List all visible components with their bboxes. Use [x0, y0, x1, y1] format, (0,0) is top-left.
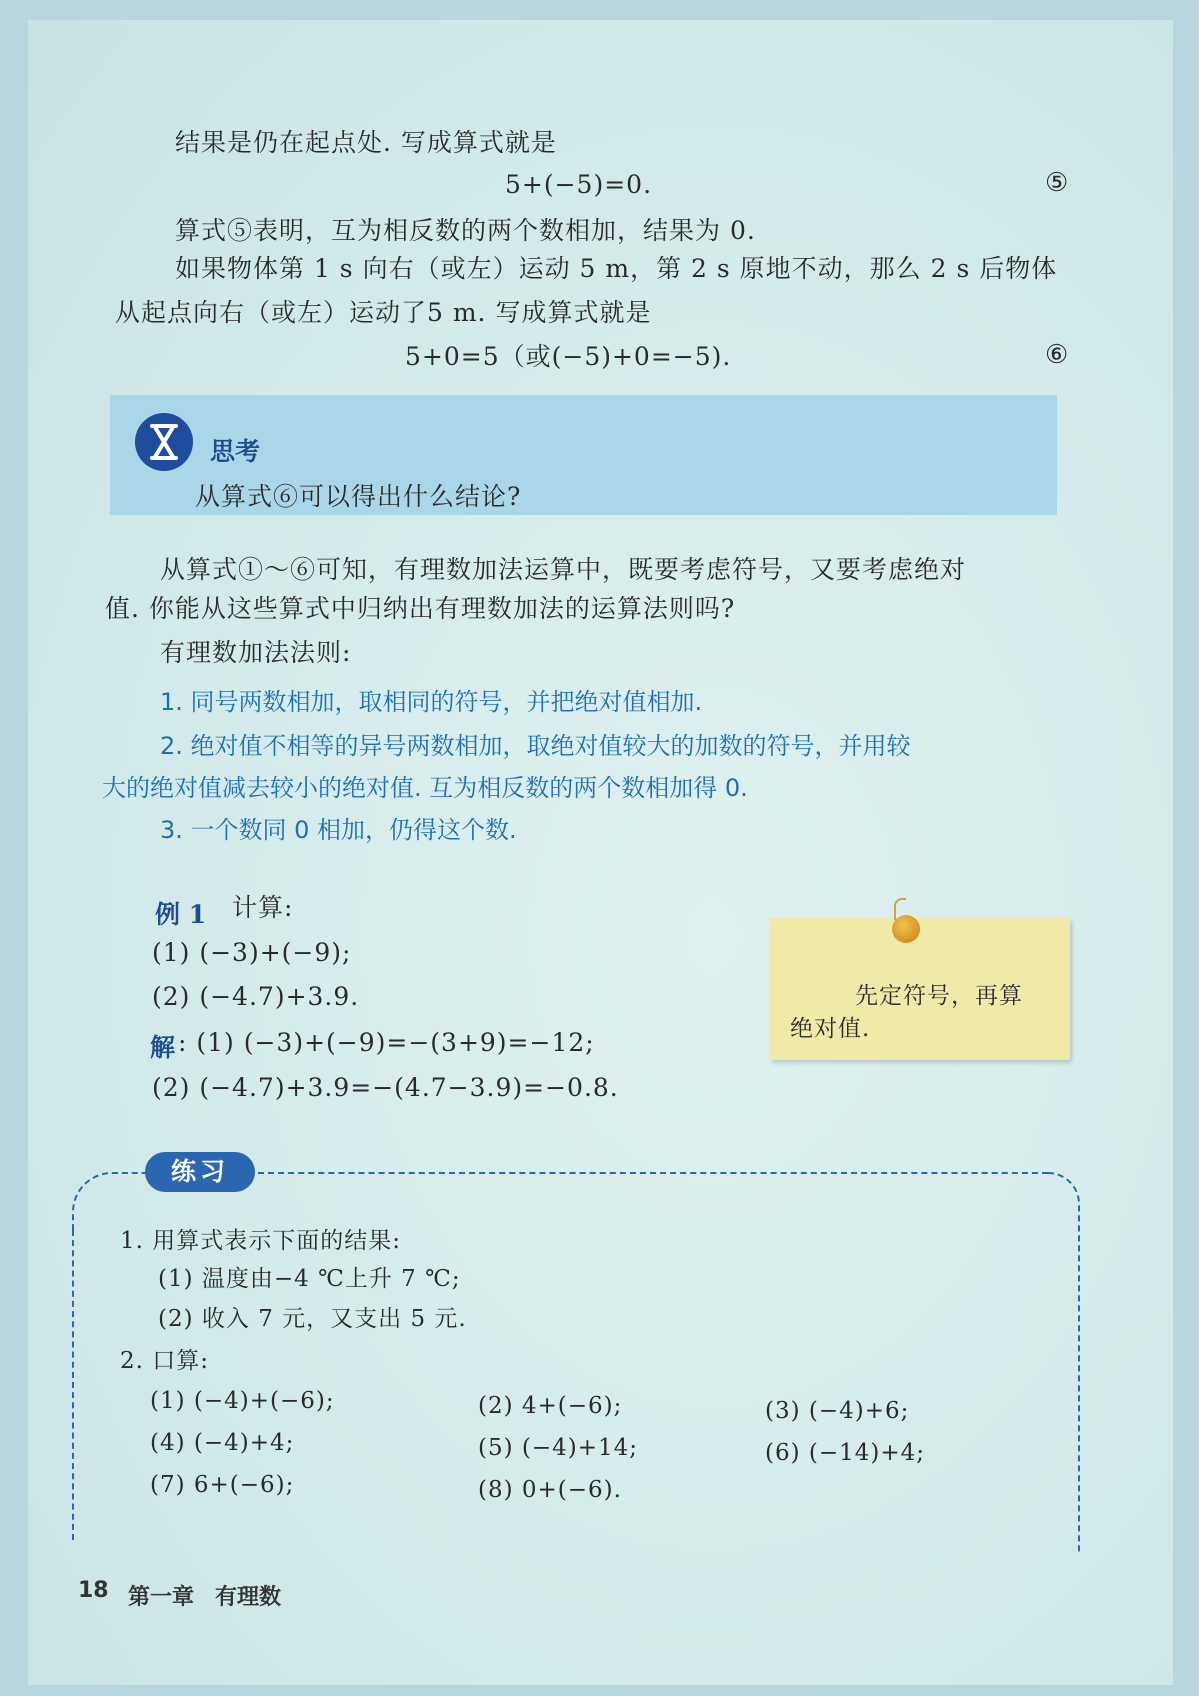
exercise-item: (5) (−4)+14;	[478, 1435, 639, 1461]
text-line: 值. 你能从这些算式中归纳出有理数加法的运算法则吗?	[105, 594, 736, 623]
note-text: 先定符号，再算	[855, 983, 1023, 1009]
pushpin-icon	[892, 915, 920, 943]
text-line: 结果是仍在起点处. 写成算式就是	[175, 128, 557, 157]
rules-title: 有理数加法法则:	[160, 638, 352, 667]
hourglass-icon	[135, 413, 193, 471]
text-line: 从起点向右（或左）运动了5 m. 写成算式就是	[115, 298, 652, 327]
think-question: 从算式⑥可以得出什么结论?	[195, 482, 522, 511]
example-question: (1) (−3)+(−9);	[152, 938, 352, 967]
exercise-question: 2. 口算:	[120, 1348, 210, 1374]
exercise-border	[258, 1172, 1048, 1174]
exercise-label: 练习	[145, 1152, 255, 1192]
exercise-item: (3) (−4)+6;	[765, 1398, 910, 1424]
example-label: 例 1	[155, 900, 207, 929]
exercise-item: (8) 0+(−6).	[478, 1477, 622, 1503]
exercise-question: 1. 用算式表示下面的结果:	[120, 1228, 402, 1254]
example-question: (2) (−4.7)+3.9.	[152, 982, 360, 1011]
exercise-item: (2) 收入 7 元，又支出 5 元.	[158, 1306, 467, 1332]
equation-number: ⑥	[1045, 340, 1069, 370]
example-task: 计算:	[232, 893, 294, 922]
rule-3: 3. 一个数同 0 相加，仍得这个数.	[160, 816, 517, 844]
think-title: 思考	[210, 437, 261, 466]
exercise-item: (2) 4+(−6);	[478, 1393, 623, 1419]
solution-line: (2) (−4.7)+3.9=−(4.7−3.9)=−0.8.	[152, 1073, 619, 1102]
equation-5: 5+(−5)=0.	[505, 170, 653, 199]
rule-1: 1. 同号两数相加，取相同的符号，并把绝对值相加.	[160, 688, 703, 716]
solution-label: 解	[150, 1033, 176, 1062]
exercise-item: (7) 6+(−6);	[150, 1472, 295, 1498]
text-line: 从算式①～⑥可知，有理数加法运算中，既要考虑符号，又要考虑绝对	[160, 555, 967, 584]
exercise-item: (4) (−4)+4;	[150, 1430, 295, 1456]
chapter-label: 第一章	[128, 1585, 195, 1610]
solution-line: : (1) (−3)+(−9)=−(3+9)=−12;	[178, 1028, 595, 1057]
chapter-title: 有理数	[215, 1585, 282, 1610]
rule-2-cont: 大的绝对值减去较小的绝对值. 互为相反数的两个数相加得 0.	[102, 774, 748, 802]
exercise-border	[72, 1230, 74, 1540]
text-line: 如果物体第 1 s 向右（或左）运动 5 m，第 2 s 原地不动，那么 2 s 后物体	[175, 254, 1058, 283]
rule-2: 2. 绝对值不相等的异号两数相加，取绝对值较大的加数的符号，并用较	[160, 732, 911, 760]
exercise-border	[1048, 1172, 1080, 1554]
equation-number: ⑤	[1045, 168, 1069, 198]
text-line: 算式⑤表明，互为相反数的两个数相加，结果为 0.	[175, 216, 756, 245]
exercise-item: (1) (−4)+(−6);	[150, 1388, 335, 1414]
exercise-item: (6) (−14)+4;	[765, 1440, 926, 1466]
page-number: 18	[78, 1578, 109, 1603]
exercise-item: (1) 温度由−4 ℃上升 7 ℃;	[158, 1266, 461, 1292]
equation-6: 5+0=5（或(−5)+0=−5).	[405, 342, 732, 371]
note-text: 绝对值.	[790, 1016, 871, 1042]
